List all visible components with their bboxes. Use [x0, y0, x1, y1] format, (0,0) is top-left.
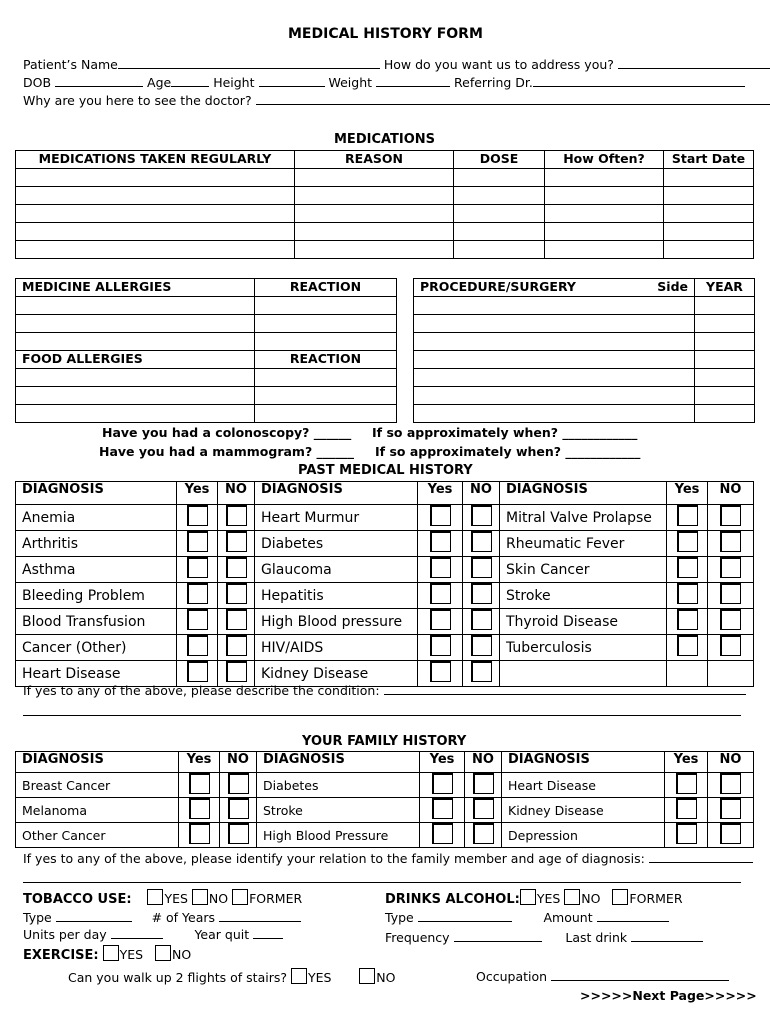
alcohol-label: DRINKS ALCOHOL:	[385, 892, 520, 907]
diagnosis-cell: Anemia	[16, 505, 177, 531]
diagnosis-header: DIAGNOSIS	[255, 482, 418, 505]
table-row	[414, 369, 755, 387]
diagnosis-header: DIAGNOSIS	[500, 482, 667, 505]
diagnosis-cell: HIV/AIDS	[255, 635, 418, 661]
year-label: YEAR	[695, 279, 755, 297]
dob-field[interactable]	[55, 74, 143, 87]
table-row	[16, 405, 397, 423]
no-checkbox[interactable]	[720, 823, 741, 844]
no-header: NO	[463, 482, 500, 505]
occupation-field[interactable]	[551, 968, 729, 981]
describe-label: If yes to any of the above, please describe the condition:	[23, 683, 380, 698]
address-field[interactable]	[618, 56, 770, 69]
diagnosis-cell: Heart Disease	[502, 773, 665, 798]
food-reaction-label: REACTION	[255, 351, 397, 369]
col-medications: MEDICATIONS TAKEN REGULARLY	[16, 151, 295, 169]
no-checkbox[interactable]	[720, 505, 741, 526]
no-header: NO	[218, 482, 255, 505]
diagnosis-cell: Cancer (Other)	[16, 635, 177, 661]
medications-heading: MEDICATIONS	[334, 132, 436, 147]
diagnosis-cell: Melanoma	[16, 798, 179, 823]
relation-label: If yes to any of the above, please identify your relation to the family member and age of diagnosis:	[23, 851, 645, 866]
tobacco-years-field[interactable]	[219, 909, 301, 922]
no-checkbox[interactable]	[471, 661, 492, 682]
alcohol-last-drink-field[interactable]	[631, 929, 703, 942]
table-row	[16, 823, 754, 848]
diagnosis-cell: High Blood Pressure	[257, 823, 420, 848]
no-checkbox[interactable]	[720, 557, 741, 578]
tobacco-no-checkbox[interactable]	[192, 889, 208, 905]
occupation-label: Occupation	[476, 969, 548, 984]
height-label: Height	[213, 75, 255, 90]
exercise-no-checkbox[interactable]	[155, 945, 171, 961]
yes-checkbox[interactable]	[187, 635, 208, 656]
diagnosis-cell: Tuberculosis	[500, 635, 667, 661]
table-row	[16, 241, 754, 259]
diagnosis-cell: Stroke	[500, 583, 667, 609]
yes-checkbox[interactable]	[677, 635, 698, 656]
page-title: MEDICAL HISTORY FORM	[288, 26, 483, 42]
yes-checkbox[interactable]	[430, 609, 451, 630]
table-row	[16, 635, 754, 661]
family-history-heading: YOUR FAMILY HISTORY	[302, 734, 467, 749]
procedure-header	[414, 279, 695, 297]
referring-label: Referring Dr.	[454, 75, 533, 90]
diagnosis-cell: Diabetes	[255, 531, 418, 557]
alcohol-type-field[interactable]	[418, 909, 512, 922]
yes-checkbox[interactable]	[189, 823, 210, 844]
yes-checkbox[interactable]	[432, 823, 453, 844]
table-row	[414, 333, 755, 351]
stairs-no-label: NO	[376, 970, 396, 985]
diagnosis-cell: Thyroid Disease	[500, 609, 667, 635]
alcohol-former-label: FORMER	[629, 891, 683, 906]
table-row	[16, 297, 397, 315]
diagnosis-cell: Breast Cancer	[16, 773, 179, 798]
diagnosis-cell: Other Cancer	[16, 823, 179, 848]
no-checkbox[interactable]	[471, 583, 492, 604]
diagnosis-header: DIAGNOSIS	[502, 752, 665, 773]
address-label: How do you want us to address you?	[383, 57, 614, 72]
diagnosis-cell: Asthma	[16, 557, 177, 583]
colonoscopy-question: Have you had a colonoscopy? ______	[102, 425, 352, 440]
exercise-yes-checkbox[interactable]	[103, 945, 119, 961]
yes-checkbox[interactable]	[677, 557, 698, 578]
table-row	[16, 333, 397, 351]
no-checkbox[interactable]	[228, 773, 249, 794]
alcohol-former-checkbox[interactable]	[612, 889, 628, 905]
yes-checkbox[interactable]	[187, 557, 208, 578]
reason-field[interactable]	[256, 92, 770, 105]
exercise-label: EXERCISE:	[23, 948, 99, 963]
diagnosis-cell: Blood Transfusion	[16, 609, 177, 635]
table-row	[16, 609, 754, 635]
col-how-often: How Often?	[545, 151, 664, 169]
diagnosis-header: DIAGNOSIS	[257, 752, 420, 773]
table-row	[16, 798, 754, 823]
yes-checkbox[interactable]	[677, 505, 698, 526]
tobacco-type-field[interactable]	[56, 909, 132, 922]
exercise-no-label: NO	[172, 947, 192, 962]
procedures-table	[413, 278, 755, 423]
diagnosis-cell: Kidney Disease	[502, 798, 665, 823]
alcohol-type-label: Type	[385, 910, 414, 925]
table-row	[16, 169, 754, 187]
alcohol-frequency-field[interactable]	[454, 929, 542, 942]
yes-header: Yes	[420, 752, 465, 773]
diagnosis-cell: Stroke	[257, 798, 420, 823]
no-checkbox[interactable]	[720, 635, 741, 656]
tobacco-quit-label: Year quit	[194, 927, 250, 942]
yes-checkbox[interactable]	[677, 609, 698, 630]
table-row	[414, 297, 755, 315]
allergies-table	[15, 278, 397, 423]
table-row	[16, 315, 397, 333]
yes-checkbox[interactable]	[430, 661, 451, 682]
yes-checkbox[interactable]	[187, 609, 208, 630]
medications-table	[15, 150, 754, 259]
no-checkbox[interactable]	[471, 531, 492, 552]
patient-name-label: Patient’s Name	[23, 57, 118, 72]
mammogram-when: If so approximately when? ____________	[375, 444, 641, 459]
stairs-no-checkbox[interactable]	[359, 968, 375, 984]
diagnosis-cell: Hepatitis	[255, 583, 418, 609]
table-row	[16, 505, 754, 531]
medicine-allergies-label: MEDICINE ALLERGIES	[16, 279, 255, 297]
patient-name-field[interactable]	[118, 56, 380, 69]
diagnosis-cell: Depression	[502, 823, 665, 848]
alcohol-no-checkbox[interactable]	[564, 889, 580, 905]
yes-checkbox[interactable]	[432, 798, 453, 819]
dob-row	[23, 74, 745, 90]
past-history-heading: PAST MEDICAL HISTORY	[298, 463, 473, 478]
table-row	[16, 387, 397, 405]
no-checkbox[interactable]	[226, 505, 247, 526]
exercise-yes-label: YES	[119, 947, 144, 962]
no-header: NO	[708, 752, 754, 773]
past-history-table	[15, 481, 754, 687]
weight-field[interactable]	[376, 74, 450, 87]
diagnosis-cell: Heart Disease	[16, 661, 177, 687]
diagnosis-cell: Bleeding Problem	[16, 583, 177, 609]
describe-row	[23, 682, 746, 698]
table-row	[16, 369, 397, 387]
tobacco-yes-label: YES	[164, 891, 188, 906]
table-row	[16, 583, 754, 609]
no-checkbox[interactable]	[226, 557, 247, 578]
no-header: NO	[708, 482, 754, 505]
col-start-date: Start Date	[664, 151, 754, 169]
age-label: Age	[147, 75, 172, 90]
yes-checkbox[interactable]	[677, 583, 698, 604]
no-header: NO	[220, 752, 257, 773]
stairs-label: Can you walk up 2 flights of stairs?	[68, 970, 287, 985]
stairs-yes-checkbox[interactable]	[291, 968, 307, 984]
reason-label: Why are you here to see the doctor?	[23, 93, 252, 108]
side-label: Side	[657, 279, 688, 294]
tobacco-units-field[interactable]	[111, 926, 163, 939]
yes-checkbox[interactable]	[430, 505, 451, 526]
yes-header: Yes	[177, 482, 218, 505]
no-checkbox[interactable]	[471, 557, 492, 578]
food-allergies-label: FOOD ALLERGIES	[16, 351, 255, 369]
family-history-table	[15, 751, 754, 848]
exercise-row	[23, 945, 191, 963]
yes-checkbox[interactable]	[430, 557, 451, 578]
no-checkbox[interactable]	[226, 609, 247, 630]
no-checkbox[interactable]	[226, 661, 247, 682]
yes-checkbox[interactable]	[430, 531, 451, 552]
alcohol-frequency-row	[385, 929, 703, 945]
no-checkbox[interactable]	[720, 531, 741, 552]
table-row	[16, 187, 754, 205]
describe-field-line2[interactable]	[23, 714, 741, 716]
diagnosis-cell: Kidney Disease	[255, 661, 418, 687]
yes-checkbox[interactable]	[676, 823, 697, 844]
tobacco-type-row	[23, 909, 301, 925]
yes-checkbox[interactable]	[676, 773, 697, 794]
alcohol-yes-checkbox[interactable]	[520, 889, 536, 905]
colonoscopy-when: If so approximately when? ____________	[372, 425, 638, 440]
alcohol-row	[385, 889, 683, 907]
yes-checkbox[interactable]	[430, 583, 451, 604]
mammogram-question: Have you had a mammogram? ______	[99, 444, 355, 459]
no-checkbox[interactable]	[473, 798, 494, 819]
stairs-yes-label: YES	[307, 970, 332, 985]
patient-name-row	[23, 56, 770, 72]
no-checkbox[interactable]	[228, 823, 249, 844]
no-checkbox[interactable]	[228, 798, 249, 819]
diagnosis-cell: Arthritis	[16, 531, 177, 557]
alcohol-yes-label: YES	[536, 891, 561, 906]
tobacco-no-label: NO	[208, 891, 229, 906]
stairs-row	[68, 968, 395, 985]
tobacco-former-checkbox[interactable]	[232, 889, 248, 905]
table-row	[414, 405, 755, 423]
no-checkbox[interactable]	[471, 505, 492, 526]
no-checkbox[interactable]	[226, 635, 247, 656]
tobacco-label: TOBACCO USE:	[23, 892, 132, 907]
tobacco-type-label: Type	[23, 910, 52, 925]
diagnosis-cell: Rheumatic Fever	[500, 531, 667, 557]
next-page-label: >>>>>Next Page>>>>>	[580, 988, 757, 1003]
age-field[interactable]	[171, 74, 209, 87]
referring-field[interactable]	[533, 74, 745, 87]
table-row	[414, 387, 755, 405]
yes-checkbox[interactable]	[189, 798, 210, 819]
alcohol-amount-field[interactable]	[597, 909, 669, 922]
no-checkbox[interactable]	[720, 773, 741, 794]
tobacco-quit-field[interactable]	[253, 926, 283, 939]
relation-row	[23, 850, 753, 866]
diagnosis-cell: Heart Murmur	[255, 505, 418, 531]
yes-checkbox[interactable]	[189, 773, 210, 794]
diagnosis-header: DIAGNOSIS	[16, 482, 177, 505]
no-checkbox[interactable]	[226, 531, 247, 552]
yes-header: Yes	[418, 482, 463, 505]
tobacco-years-label: # of Years	[151, 910, 216, 925]
col-dose: DOSE	[454, 151, 545, 169]
diagnosis-cell: High Blood pressure	[255, 609, 418, 635]
yes-header: Yes	[665, 752, 708, 773]
dob-label: DOB	[23, 75, 52, 90]
alcohol-last-drink-label: Last drink	[565, 930, 628, 945]
no-header: NO	[465, 752, 502, 773]
yes-checkbox[interactable]	[187, 505, 208, 526]
tobacco-row	[23, 889, 302, 907]
alcohol-type-row	[385, 909, 669, 925]
diagnosis-cell: Mitral Valve Prolapse	[500, 505, 667, 531]
relation-field-line2[interactable]	[23, 881, 741, 883]
yes-header: Yes	[667, 482, 708, 505]
tobacco-units-row	[23, 926, 283, 942]
tobacco-units-label: Units per day	[23, 927, 107, 942]
procedure-label: PROCEDURE/SURGERY	[420, 279, 576, 294]
relation-field[interactable]	[649, 850, 753, 863]
diagnosis-cell: Diabetes	[257, 773, 420, 798]
yes-checkbox[interactable]	[432, 773, 453, 794]
height-field[interactable]	[259, 74, 325, 87]
yes-checkbox[interactable]	[430, 635, 451, 656]
table-row	[16, 223, 754, 241]
describe-field[interactable]	[384, 682, 746, 695]
no-checkbox[interactable]	[473, 823, 494, 844]
table-row	[16, 773, 754, 798]
yes-checkbox[interactable]	[187, 531, 208, 552]
table-row	[16, 205, 754, 223]
yes-header: Yes	[179, 752, 220, 773]
occupation-row	[476, 968, 729, 984]
tobacco-former-label: FORMER	[249, 891, 303, 906]
table-row	[16, 531, 754, 557]
no-checkbox[interactable]	[226, 583, 247, 604]
yes-checkbox[interactable]	[187, 583, 208, 604]
table-row	[414, 351, 755, 369]
yes-checkbox[interactable]	[187, 661, 208, 682]
yes-checkbox[interactable]	[677, 531, 698, 552]
no-checkbox[interactable]	[720, 583, 741, 604]
alcohol-frequency-label: Frequency	[385, 930, 450, 945]
no-checkbox[interactable]	[473, 773, 494, 794]
diagnosis-cell: Glaucoma	[255, 557, 418, 583]
diagnosis-cell: Skin Cancer	[500, 557, 667, 583]
weight-label: Weight	[328, 75, 373, 90]
tobacco-yes-checkbox[interactable]	[147, 889, 163, 905]
diagnosis-header: DIAGNOSIS	[16, 752, 179, 773]
no-checkbox[interactable]	[471, 635, 492, 656]
no-checkbox[interactable]	[720, 798, 741, 819]
medicine-reaction-label: REACTION	[255, 279, 397, 297]
table-row	[16, 557, 754, 583]
yes-checkbox[interactable]	[676, 798, 697, 819]
reason-row	[23, 92, 770, 108]
no-checkbox[interactable]	[720, 609, 741, 630]
alcohol-amount-label: Amount	[543, 910, 593, 925]
alcohol-no-label: NO	[581, 891, 601, 906]
no-checkbox[interactable]	[471, 609, 492, 630]
table-row	[414, 315, 755, 333]
col-reason: REASON	[295, 151, 454, 169]
